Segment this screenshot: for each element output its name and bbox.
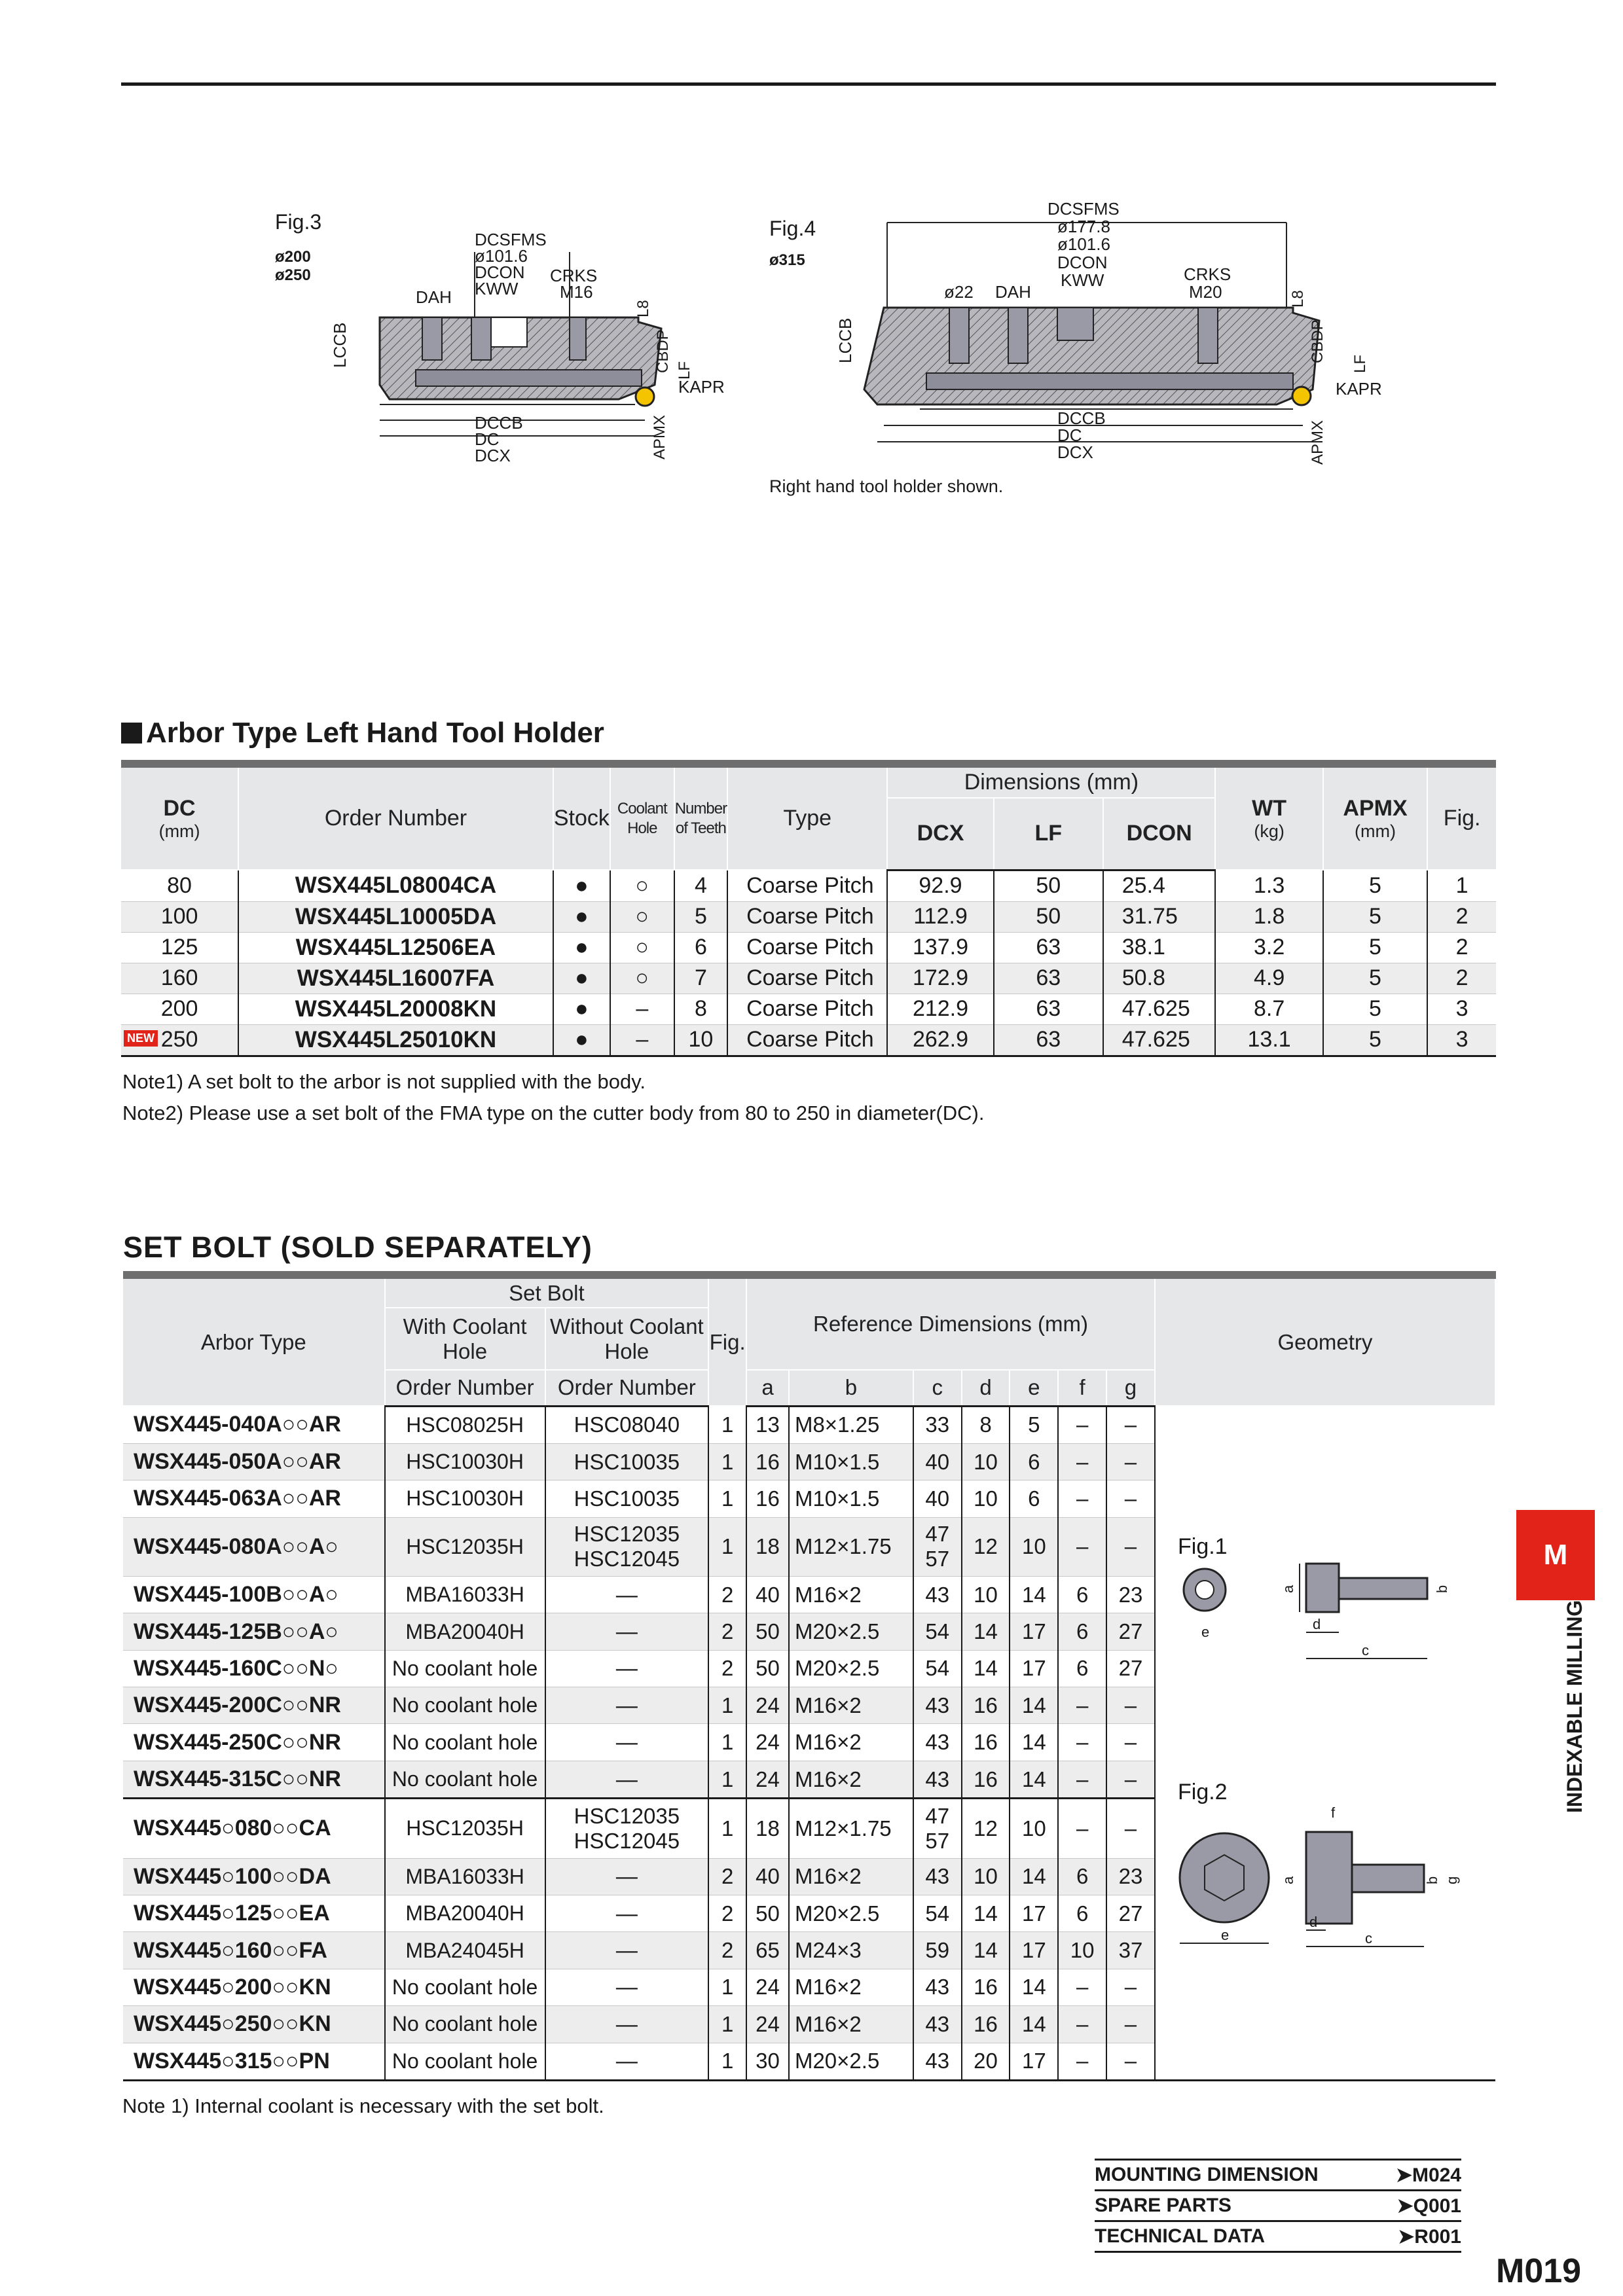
table-row: 80 WSX445L08004CA ● ○ 4 Coarse Pitch 92.9 50 25.4 1.3 5 1 [121, 870, 1496, 901]
fig4-dah: DAH [995, 282, 1031, 302]
fig4-kapr: KAPR [1336, 379, 1382, 399]
svg-text:b: b [1423, 1876, 1440, 1884]
table-row: NEW 250 WSX445L25010KN ● – 10 Coarse Pitch 262.9 63 47.625 13.1 5 3 [121, 1024, 1496, 1056]
fig4-dccb: DCCB [1057, 408, 1106, 428]
arbor-section-title: Arbor Type Left Hand Tool Holder [121, 717, 604, 749]
table-row: 125 WSX445L12506EA ● ○ 6 Coarse Pitch 137.9 63 38.1 3.2 5 2 [121, 932, 1496, 963]
fig3-kww: KWW [475, 279, 519, 298]
table-row: WSX445-063A○○AR HSC10030H HSC10035 1 16 M10×1.5 40 10 6 – – [123, 1480, 1495, 1517]
fig3-size-250: ø250 [275, 266, 311, 284]
fig4-dcon: DCON [1057, 253, 1108, 272]
setbolt-note: Note 1) Internal coolant is necessary with the set bolt. [122, 2094, 604, 2117]
svg-text:a: a [1279, 1585, 1296, 1593]
arbor-note-2: Note2) Please use a set bolt of the FMA type on the cutter body from 80 to 250 in diameter(DC). [122, 1102, 985, 1124]
table-row: WSX445-125B○○A○ MBA20040H — 2 50 M20×2.5 54 14 17 6 27 [123, 1613, 1495, 1650]
header-order-number-without: Order Number [545, 1370, 709, 1406]
fig3-dccb: DCCB [475, 413, 523, 433]
fig4-lf: LF [1351, 354, 1369, 373]
header-number-of-teeth: Number of Teeth [674, 764, 727, 870]
fig3-size-200: ø200 [275, 248, 311, 266]
new-badge: NEW [124, 1030, 158, 1047]
table-row: WSX445-080A○○A○ HSC12035H HSC12035 HSC12045 1 18 M12×1.75 47 57 12 10 – – [123, 1517, 1495, 1576]
svg-text:c: c [1364, 1930, 1372, 1946]
fig4-dcx: DCX [1057, 442, 1093, 462]
fig3-lf: LF [676, 361, 693, 380]
table-row: WSX445-250C○○NR No coolant hole — 1 24 M16×2 43 16 14 – – [123, 1724, 1495, 1761]
table-row: WSX445○250○○KN No coolant hole — 1 24 M16×2 43 16 14 – – [123, 2006, 1495, 2043]
header-apmx: APMX (mm) [1323, 764, 1428, 870]
header-coolant-hole: Coolant Hole [610, 764, 674, 870]
fig3-dcon: DCON [475, 262, 525, 282]
fig4-caption: Right hand tool holder shown. [769, 476, 1004, 496]
section-label-indexable-milling: INDEXABLE MILLING [1563, 1600, 1586, 1813]
header-c: c [913, 1370, 962, 1406]
table-row: 100 WSX445L10005DA ● ○ 5 Coarse Pitch 112.9 50 31.75 1.8 5 2 [121, 901, 1496, 932]
arbor-note-1: Note1) A set bolt to the arbor is not supplied with the body. [122, 1070, 646, 1093]
table-row: WSX445-160C○○N○ No coolant hole — 2 50 M20×2.5 54 14 17 6 27 [123, 1650, 1495, 1687]
fig1-e: e [1201, 1624, 1210, 1640]
header-reference-dimensions: Reference Dimensions (mm) [746, 1275, 1155, 1370]
header-dc: DC (mm) [121, 764, 238, 870]
header-order-number-with: Order Number [385, 1370, 545, 1406]
fig4-dc: DC [1057, 425, 1082, 445]
table-row: WSX445○080○○CA HSC12035H HSC12035 HSC12045 1 18 M12×1.75 47 57 12 10 – – [123, 1799, 1495, 1858]
top-rule [121, 82, 1496, 86]
header-with-coolant: With Coolant Hole [385, 1308, 545, 1370]
table-row: WSX445○200○○KN No coolant hole — 1 24 M16×2 43 16 14 – – [123, 1969, 1495, 2005]
fig3-apmx: APMX [651, 414, 668, 459]
fig3-drawing [262, 209, 746, 471]
fig4-d0: ø177.8 [1057, 217, 1110, 236]
fig3-lccb: LCCB [330, 322, 350, 368]
ref-mounting-dimension[interactable]: MOUNTING DIMENSION ➤M024 [1095, 2159, 1461, 2189]
section-tab-m[interactable]: M [1516, 1510, 1595, 1600]
setbolt-section-title: SET BOLT (SOLD SEPARATELY) [123, 1230, 593, 1264]
fig4-d22: ø22 [944, 282, 974, 302]
bolt-geometry-drawings [1156, 1407, 1495, 2074]
header-set-bolt: Set Bolt [385, 1275, 708, 1308]
square-bullet-icon [121, 723, 142, 744]
header-b: b [789, 1370, 913, 1406]
header-type: Type [727, 764, 887, 870]
fig2-bolt-head [1306, 1832, 1352, 1924]
header-a: a [746, 1370, 789, 1406]
svg-text:d: d [1309, 1914, 1318, 1930]
table-row: WSX445-200C○○NR No coolant hole — 1 24 M16×2 43 16 14 – – [123, 1687, 1495, 1724]
geometry-fig1-label: Fig.1 [1177, 1534, 1228, 1559]
svg-text:c: c [1361, 1642, 1369, 1659]
header-dimensions: Dimensions (mm) [887, 764, 1215, 798]
svg-text:a: a [1279, 1876, 1296, 1884]
ref-technical-data[interactable]: TECHNICAL DATA ➤R001 [1095, 2220, 1461, 2253]
fig3-cbdp: CBDP [654, 329, 672, 373]
table-row: WSX445○160○○FA MBA24045H — 2 65 M24×3 59 14 17 10 37 [123, 1932, 1495, 1969]
fig3-d1: ø101.6 [475, 246, 528, 266]
table-row: WSX445○315○○PN No coolant hole — 1 30 M20×2.5 43 20 17 – – [123, 2043, 1495, 2081]
header-wt: WT (kg) [1215, 764, 1322, 870]
fig4-cbdp: CBDP [1309, 319, 1326, 363]
header-fig: Fig. [1427, 764, 1496, 870]
fig3-dcsfms: DCSFMS [475, 230, 547, 249]
header-dcx: DCX [887, 798, 993, 870]
header-lf: LF [994, 798, 1103, 870]
fig2-bolt-shank [1352, 1865, 1424, 1892]
svg-text:d: d [1312, 1616, 1321, 1632]
header-arbor-type: Arbor Type [123, 1275, 385, 1406]
fig3-crks: CRKS [550, 266, 598, 285]
table-row: 160 WSX445L16007FA ● ○ 7 Coarse Pitch 172.9 63 50.8 4.9 5 2 [121, 963, 1496, 994]
table-row: WSX445-050A○○AR HSC10030H HSC10035 1 16 M10×1.5 40 10 6 – – [123, 1443, 1495, 1480]
reference-links [1095, 2159, 1461, 2253]
header-order-number: Order Number [238, 764, 553, 870]
page-number: M019 [1496, 2252, 1582, 2290]
fig3-dcx: DCX [475, 446, 511, 465]
header-fig: Fig. [708, 1275, 746, 1406]
geometry-fig2-label: Fig.2 [1177, 1780, 1228, 1804]
fig1-bolt-shank [1339, 1578, 1427, 1599]
header-g: g [1106, 1370, 1155, 1406]
table-row: WSX445○125○○EA MBA20040H — 2 50 M20×2.5 54 14 17 6 27 [123, 1895, 1495, 1932]
fig3-dah: DAH [416, 287, 452, 307]
header-geometry: Geometry [1155, 1275, 1495, 1406]
svg-text:e: e [1220, 1927, 1230, 1943]
header-f: f [1058, 1370, 1106, 1406]
fig4-l8: L8 [1289, 290, 1307, 308]
fig4-d1: ø101.6 [1057, 234, 1110, 254]
table-row: WSX445-100B○○A○ MBA16033H — 2 40 M16×2 43 10 14 6 23 [123, 1577, 1495, 1613]
fig4-crks: CRKS [1184, 264, 1231, 284]
fig4-apmx: APMX [1309, 420, 1326, 465]
fig1-bolt-head [1306, 1564, 1339, 1612]
ref-spare-parts[interactable]: SPARE PARTS ➤Q001 [1095, 2189, 1461, 2220]
geometry-panel [1155, 1406, 1495, 2081]
arbor-table [121, 760, 1496, 1057]
table-row: WSX445-040A○○AR HSC08025H HSC08040 1 13 M8×1.25 33 8 5 – – Fig.1 e a b d c Fig.2 e f a b g d c [123, 1406, 1495, 1443]
fig4-lccb: LCCB [835, 317, 855, 363]
fig3-kapr: KAPR [678, 377, 725, 397]
fig4-drawing [759, 196, 1414, 511]
fig4-title: Fig.4 [769, 217, 816, 240]
fig3-l8: L8 [634, 300, 652, 317]
header-without-coolant: Without Coolant Hole [545, 1308, 709, 1370]
header-dcon: DCON [1103, 798, 1216, 870]
svg-text:g: g [1443, 1876, 1460, 1884]
svg-text:b: b [1433, 1585, 1450, 1593]
setbolt-table [123, 1271, 1496, 2081]
fig3-title: Fig.3 [275, 210, 322, 234]
fig4-size-315: ø315 [769, 251, 805, 269]
fig3-dc: DC [475, 429, 500, 449]
fig3-m16: M16 [560, 282, 593, 302]
table-row: WSX445-315C○○NR No coolant hole — 1 24 M16×2 43 16 14 – – [123, 1761, 1495, 1798]
fig4-dcsfms: DCSFMS [1048, 199, 1120, 219]
fig4-kww: KWW [1061, 270, 1104, 290]
svg-text:f: f [1330, 1804, 1336, 1821]
header-e: e [1010, 1370, 1058, 1406]
fig4-m20: M20 [1189, 282, 1222, 302]
header-d: d [962, 1370, 1010, 1406]
table-row: 200 WSX445L20008KN ● – 8 Coarse Pitch 212.9 63 47.625 8.7 5 3 [121, 994, 1496, 1024]
header-stock: Stock [553, 764, 610, 870]
table-row: WSX445○100○○DA MBA16033H — 2 40 M16×2 43 10 14 6 23 [123, 1858, 1495, 1895]
